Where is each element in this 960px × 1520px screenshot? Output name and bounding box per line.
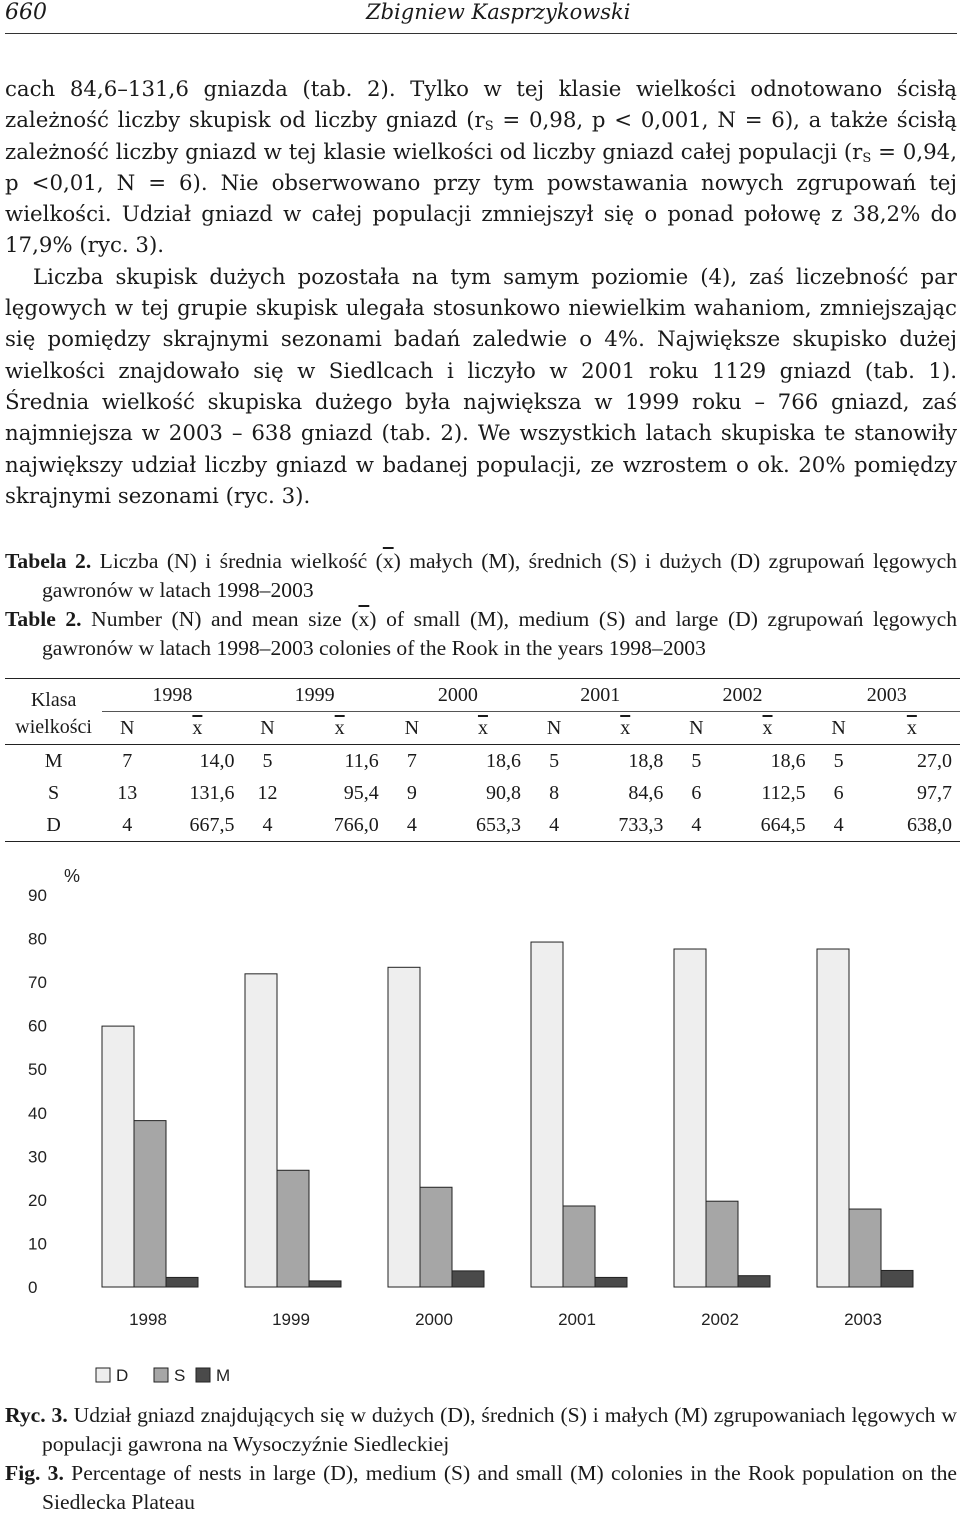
x-tick-label: 2002 [701, 1310, 739, 1329]
year-header: 2003 [814, 679, 960, 712]
table-cell: 5 [833, 749, 844, 772]
table-cell: 11,6 [344, 749, 379, 772]
table-label-pl: Tabela 2. [5, 549, 92, 573]
table-cell: 97,7 [917, 781, 952, 804]
table-cell: 4 [387, 809, 437, 842]
year-header: 2002 [671, 679, 813, 712]
legend-label: S [174, 1366, 186, 1385]
bar-M-2000 [452, 1271, 484, 1287]
table-cell: 131,6 [189, 781, 235, 804]
caption-text: Number (N) and mean size ( [81, 607, 359, 631]
bar-D-2003 [817, 949, 849, 1287]
table-cell: 4 [242, 809, 292, 842]
table-cell: 9 [406, 781, 417, 804]
x-header: $\overline{x}$ [152, 712, 242, 745]
y-tick-label: 80 [28, 929, 47, 949]
year-header: 1998 [102, 679, 242, 712]
table-cell: 7 [406, 749, 417, 772]
y-tick-label: 10 [28, 1234, 47, 1254]
table-cell: 4 [814, 809, 864, 842]
table-cell: 27,0 [917, 749, 952, 772]
body-text [5, 74, 957, 512]
bar-D-1998 [102, 1026, 134, 1287]
table-cell: 4 [102, 809, 152, 842]
bar-D-2002 [674, 949, 706, 1287]
y-tick-label: 40 [28, 1103, 47, 1123]
x-tick-label: 2000 [415, 1310, 453, 1329]
table-caption [5, 547, 957, 663]
x-tick-label: 2003 [844, 1310, 882, 1329]
table-cell: 638,0 [864, 809, 960, 842]
caption-text: Udział gniazd znajdujących się w dużych (D), średnich (S) i małych (M) zgrupowaniach lęgowych w populacji gawrona na Wysoczyźnie Siedleckiej [42, 1403, 957, 1456]
p1-text-a: cach 84,6–131,6 gniazda (tab. 2). Tylko w tej klasie wielkości odnotowano ścisłą zależność liczby skupisk od liczby gniazd (r [5, 77, 957, 134]
table-caption-pl [5, 547, 957, 605]
table-cell: 18,6 [770, 749, 806, 772]
y-tick-label: 90 [28, 886, 47, 905]
bar-M-2003 [881, 1270, 913, 1287]
bar-chart [0, 855, 960, 1395]
subscript-s: S [862, 150, 872, 166]
table-cell: 5 [262, 749, 273, 772]
bar-D-1999 [245, 974, 277, 1287]
table-cell: 8 [549, 781, 560, 804]
bar-S-2003 [849, 1209, 881, 1287]
table-row-m [5, 745, 960, 778]
mean-symbol: $\overline{x}$ [358, 607, 370, 631]
paragraph-2: Liczba skupisk dużych pozostała na tym samym poziomie (4), zaś liczebność par lęgowych w tej grupie skupisk ulegała stosunkowo niewielkim wahaniom, zmniejszając się pomiędzy skrajnymi sezonami badań zaledwie o 4%. Największe skupisko dużej wielkości znajdowało się w Siedlcach i liczyło w 2001 roku 1129 gniazd (tab. 1). Średnia wielkość skupiska dużego była największa w 1999 roku – 766 gniazd, zaś najmniejsza w 2003 – 638 gniazd (tab. 2). We wszystkich latach skupiska te stanowiły największy udział liczby gniazd w badanej populacji, ze wzrostem o ok. 20% pomiędzy skrajnymi sezonami (ryc. 3). [5, 264, 957, 509]
table-cell: 667,5 [152, 809, 242, 842]
subscript-s: S [484, 119, 494, 135]
figure-caption [5, 1401, 957, 1517]
x-tick-label: 1999 [272, 1310, 310, 1329]
table-cell: 84,6 [628, 781, 664, 804]
year-header: 2000 [387, 679, 529, 712]
data-table [5, 678, 960, 842]
figure-caption-pl [5, 1401, 957, 1459]
x-header: $\overline{x}$ [864, 712, 960, 745]
table-cell: 12 [257, 781, 278, 804]
x-header: $\overline{x}$ [721, 712, 813, 745]
caption-text: Percentage of nests in large (D), medium (S) and small (M) colonies in the Rook population on the Siedlecka Plateau [42, 1461, 957, 1514]
table-cell: 13 [117, 781, 138, 804]
table-cell: 7 [122, 749, 133, 772]
x-header: $\overline{x}$ [293, 712, 387, 745]
running-header [0, 0, 960, 30]
running-author: Zbigniew Kasprzykowski [366, 0, 631, 24]
legend-label: M [216, 1366, 231, 1385]
table-caption-en [5, 605, 957, 663]
x-header: $\overline{x}$ [579, 712, 671, 745]
bar-S-2001 [563, 1206, 595, 1287]
header-rule [5, 33, 957, 34]
table-cell: 766,0 [293, 809, 387, 842]
table-label-en: Table 2. [5, 607, 82, 631]
legend-swatch-M [196, 1368, 210, 1382]
legend-swatch-D [96, 1368, 110, 1382]
table-row-s [5, 777, 960, 809]
figure-label-pl: Ryc. 3. [5, 1403, 68, 1427]
caption-text: ) of small (M), medium (S) and large (D) zgrupowań lęgowych gawronów w latach 1998–2003 colonies of the Rook in the years 1998–2003 [42, 607, 957, 660]
y-tick-label: 30 [28, 1147, 47, 1167]
table-cell: 4 [671, 809, 721, 842]
bar-D-2000 [388, 967, 420, 1287]
n-header: N [529, 712, 579, 745]
bar-M-2001 [595, 1277, 627, 1287]
y-tick-label: 20 [28, 1190, 47, 1210]
table-cell: 90,8 [486, 781, 522, 804]
table-cell: 95,4 [343, 781, 379, 804]
p1-text-b: = 0,98, p < 0,001, N = 6), a także ścisłą zależność liczby gniazd w tej klasie wielkości od liczby gniazd całej populacji (r [5, 108, 957, 165]
year-header: 2001 [529, 679, 671, 712]
bar-S-2000 [420, 1187, 452, 1287]
n-header: N [242, 712, 292, 745]
table-cell: 112,5 [761, 781, 806, 804]
bar-S-1999 [277, 1170, 309, 1287]
p1-text-c: = 0,94, p <0,01, N = 6). Nie obserwowano przy tym powstawania nowych zgrupowań tej wielkości. Udział gniazd w całej populacji zmniejszył się o ponad połowę z 38,2% do 17,9% (ryc. 3). [5, 139, 957, 259]
bar-M-1998 [166, 1277, 198, 1287]
table-cell: 6 [691, 781, 702, 804]
y-axis-label: % [64, 866, 81, 886]
table-cell: 14,0 [199, 749, 235, 772]
table-cell: 653,3 [437, 809, 529, 842]
sub-header-row [5, 712, 960, 745]
page-number: 660 [5, 0, 47, 25]
n-header: N [814, 712, 864, 745]
year-header-row [5, 679, 960, 712]
paragraph-1 [5, 74, 957, 262]
bar-M-2002 [738, 1276, 770, 1287]
y-tick-label: 50 [28, 1060, 47, 1080]
legend-label: D [116, 1366, 129, 1385]
x-tick-label: 1998 [129, 1310, 167, 1329]
caption-text: Liczba (N) i średnia wielkość ( [91, 549, 383, 573]
table-cell: 18,6 [486, 749, 522, 772]
mean-symbol: $\overline{x}$ [382, 549, 394, 573]
class-cell: D [5, 809, 102, 842]
figure-caption-en [5, 1459, 957, 1517]
y-tick-label: 70 [28, 973, 47, 993]
n-header: N [102, 712, 152, 745]
table-cell: 664,5 [721, 809, 813, 842]
table-row-d [5, 809, 960, 842]
class-cell: S [48, 781, 60, 804]
class-header-1: Klasa [5, 679, 102, 712]
table-cell: 6 [833, 781, 844, 804]
n-header: N [387, 712, 437, 745]
class-header-2: wielkości [5, 712, 102, 745]
table-cell: 5 [549, 749, 560, 772]
y-tick-label: 60 [28, 1016, 47, 1036]
figure-label-en: Fig. 3. [5, 1461, 64, 1485]
x-header: $\overline{x}$ [437, 712, 529, 745]
year-header: 1999 [242, 679, 386, 712]
bar-D-2001 [531, 942, 563, 1287]
table-cell: 18,8 [628, 749, 664, 772]
class-cell: M [44, 749, 63, 772]
table-cell: 5 [691, 749, 702, 772]
caption-text: ) małych (M), średnich (S) i dużych (D) zgrupowań lęgowych gawronów w latach 1998–2003 [42, 549, 957, 602]
table-cell: 4 [529, 809, 579, 842]
n-header: N [671, 712, 721, 745]
table-cell: 733,3 [579, 809, 671, 842]
bar-M-1999 [309, 1281, 341, 1287]
legend-swatch-S [154, 1368, 168, 1382]
bar-S-1998 [134, 1121, 166, 1287]
x-tick-label: 2001 [558, 1310, 596, 1329]
y-tick-label: 0 [28, 1278, 38, 1297]
bar-S-2002 [706, 1201, 738, 1287]
